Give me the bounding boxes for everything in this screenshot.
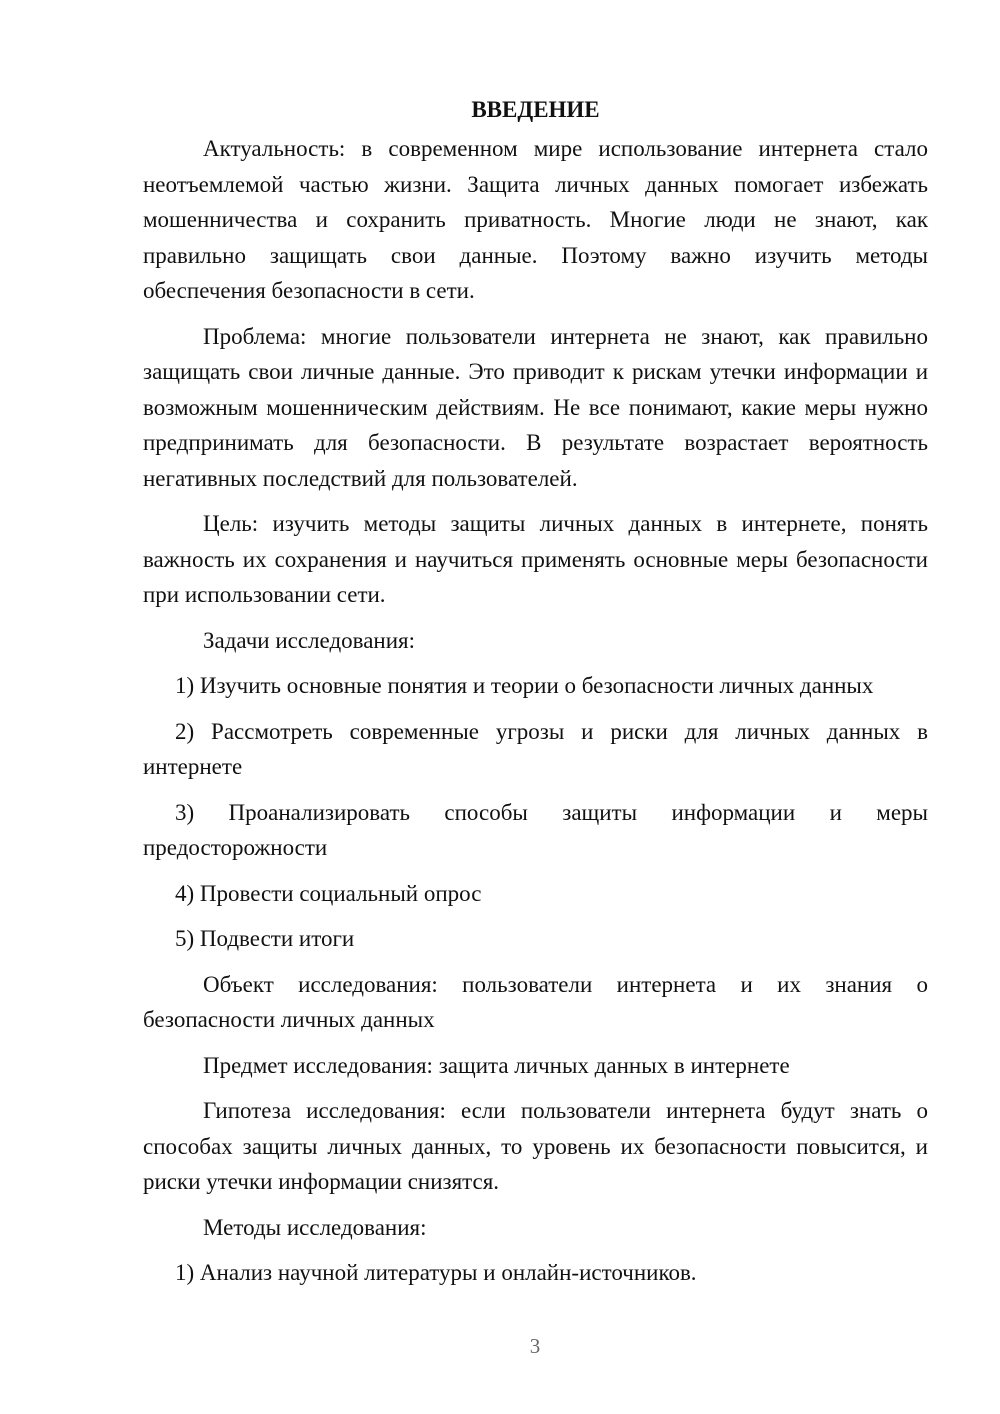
section-title: ВВЕДЕНИЕ: [471, 97, 600, 122]
paragraph-hypothesis: Гипотеза исследования: если пользователи интернета будут знать о способах защиты личных данных, то уровень их безопасности повысится, и риски утечки информации снизятся.: [143, 1098, 928, 1194]
document-page: [143, 95, 928, 1301]
paragraph-problem: Проблема: многие пользователи интернета не знают, как правильно защищать свои личные данные. Это приводит к рискам утечки информации и возможным мошенническим действиям. Не все понимают, какие меры нужно предпринимать для безопасности. В результате возрастает вероятность негативных последствий для пользователей.: [143, 323, 928, 491]
paragraph-object: Объект исследования: пользователи интернета и их знания о безопасности личных данных: [143, 971, 928, 1032]
paragraph-goal: Цель: изучить методы защиты личных данных в интернете, понять важность их сохранения и научиться применять основные меры безопасности при использовании сети.: [143, 511, 928, 607]
task-item-5: 5) Подвести итоги: [175, 926, 355, 951]
paragraph-subject: Предмет исследования: защита личных данных в интернете: [203, 1052, 790, 1078]
task-item-3: 3) Проанализировать способы защиты информации и меры предосторожности: [143, 799, 928, 860]
paragraph-relevance: Актуальность: в современном мире использование интернета стало неотъемлемой частью жизни. Защита личных данных помогает избежать мошенничества и сохранить приватность. Многие люди не знают, как правильно защищать свои данные. Поэтому важно изучить методы обеспечения безопасности в сети.: [143, 136, 928, 303]
task-item-2: 2) Рассмотреть современные угрозы и риски для личных данных в интернете: [143, 718, 928, 779]
task-item-1: 1) Изучить основные понятия и теории о безопасности личных данных: [175, 673, 874, 698]
paragraph-tasks-heading: Задачи исследования:: [203, 627, 416, 653]
task-item-4: 4) Провести социальный опрос: [175, 880, 482, 906]
paragraph-methods-heading: Методы исследования:: [203, 1214, 427, 1240]
method-item-1: 1) Анализ научной литературы и онлайн-источников.: [175, 1260, 697, 1285]
page-number: 3: [529, 1334, 541, 1358]
